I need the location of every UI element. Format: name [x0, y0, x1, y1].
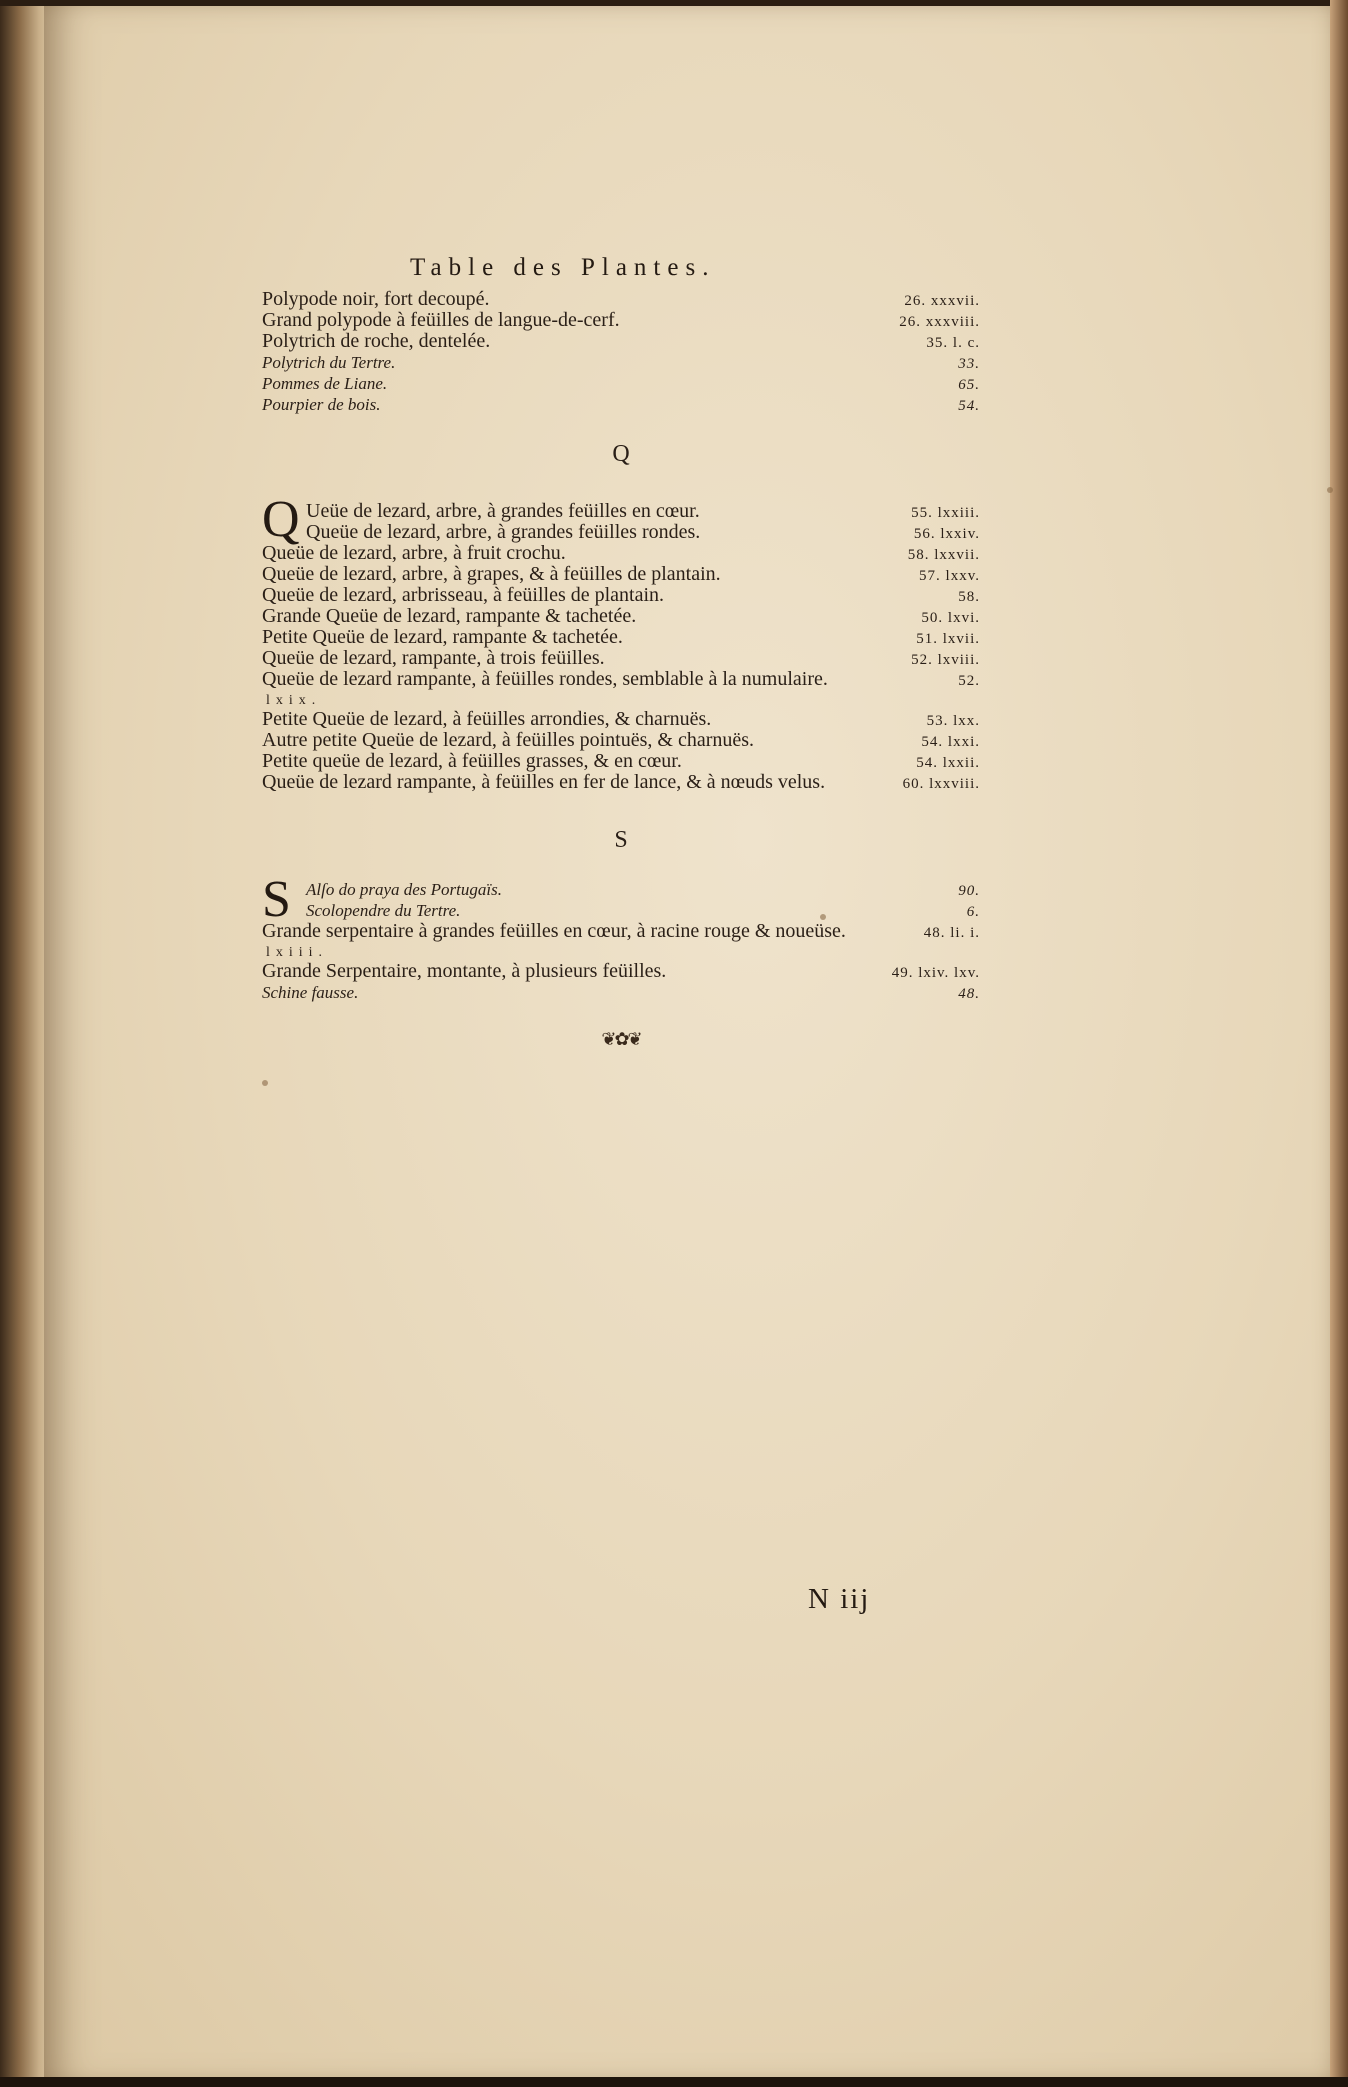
index-entry: [262, 772, 980, 793]
entry-ref: 35. l. c.: [926, 335, 980, 351]
index-entry: [262, 669, 980, 690]
entry-text: Alſo do praya des Portugaïs.: [306, 880, 502, 899]
index-entry: [262, 585, 980, 606]
index-entry: [262, 709, 980, 730]
index-entry: [262, 501, 980, 522]
entry-text: Schine fausse.: [262, 983, 359, 1002]
entry-text: Grand polypode à feüilles de langue-de-cerf.: [262, 309, 620, 331]
entry-text: Petite Queüe de lezard, rampante & tachetée.: [262, 626, 623, 648]
section-heading-s: S: [614, 827, 628, 853]
entry-ref: 57. lxxv.: [919, 568, 980, 584]
entry-text: Grande Queüe de lezard, rampante & tachetée.: [262, 605, 637, 627]
entry-ref: 58. lxxvii.: [907, 547, 980, 563]
index-entry: [262, 394, 980, 415]
entry-ref: 51. lxvii.: [916, 631, 980, 647]
section-heading-q: Q: [612, 441, 630, 467]
page-title: Table des Plantes.: [410, 254, 716, 281]
index-entry: [262, 921, 980, 942]
entry-ref: 49. lxiv. lxv.: [891, 965, 980, 981]
index-entry: [262, 606, 980, 627]
entry-ref: 60. lxxviii.: [902, 776, 980, 792]
entry-text: Petite Queüe de lezard, à feüilles arrondies, & charnuës.: [262, 708, 712, 730]
entry-ref: 58.: [958, 589, 980, 605]
entry-text: Petite queüe de lezard, à feüilles grasses, & en cœur.: [262, 750, 682, 772]
drop-cap-q: Q: [262, 491, 300, 548]
page-bottom-edge: [0, 2077, 1348, 2087]
entry-ref: 26. xxxvii.: [904, 293, 980, 309]
entry-ref: 54.: [958, 398, 980, 414]
index-entry: [262, 289, 980, 310]
entry-ref: 56. lxxiv.: [913, 526, 980, 542]
entry-ref: 52. lxviii.: [911, 652, 980, 668]
entry-text: Queüe de lezard, arbrisseau, à feüilles de plantain.: [262, 584, 665, 606]
entry-text: Scolopendre du Tertre.: [306, 901, 461, 920]
entry-ref: 55. lxxiii.: [911, 505, 980, 521]
entry-ref: 6.: [966, 904, 980, 920]
index-entry: [262, 730, 980, 751]
index-entry: [262, 352, 980, 373]
entry-ref: 54. lxxii.: [916, 755, 980, 771]
entry-text: Queüe de lezard, arbre, à fruit crochu.: [262, 542, 566, 564]
index-entry: [262, 648, 980, 669]
entry-text: Polypode noir, fort decoupé.: [262, 288, 490, 310]
entry-text: Ueüe de lezard, arbre, à grandes feüilles en cœur.: [306, 500, 700, 522]
index-entry: [262, 543, 980, 564]
entry-ref: 26. xxxviii.: [899, 314, 980, 330]
index-entry: [262, 982, 980, 1003]
paper-fleck: [262, 1080, 268, 1086]
entry-text: Polytrich de roche, dentelée.: [262, 330, 491, 352]
entry-ref: 53. lxx.: [926, 713, 980, 729]
entry-ref: 48. li. i.: [923, 925, 980, 941]
entry-text: Queüe de lezard rampante, à feüilles rondes, semblable à la numulaire.: [262, 668, 828, 690]
entry-text: Polytrich du Tertre.: [262, 353, 396, 372]
entry-text: Pourpier de bois.: [262, 395, 381, 414]
entry-ref: 33.: [958, 356, 980, 372]
index-entry: [262, 751, 980, 772]
index-entry: [262, 961, 980, 982]
entry-text: Queüe de lezard, rampante, à trois feüilles.: [262, 647, 605, 669]
entry-text: Queüe de lezard rampante, à feüilles en fer de lance, & à nœuds velus.: [262, 771, 826, 793]
signature-mark: N iij: [808, 1583, 871, 1615]
entry-continuation: lxix.: [266, 693, 322, 708]
entry-continuation: lxiii.: [266, 945, 329, 960]
entry-text: Queüe de lezard, arbre, à grapes, & à feüilles de plantain.: [262, 563, 721, 585]
index-entry: [262, 564, 980, 585]
index-entry: [262, 522, 980, 543]
index-entry: [262, 627, 980, 648]
fleuron-ornament: ❦✿❦: [601, 1029, 641, 1049]
entry-ref: 48.: [958, 986, 980, 1002]
paper-fleck: [1327, 487, 1333, 493]
entry-text: Queüe de lezard, arbre, à grandes feüilles rondes.: [306, 521, 701, 543]
index-entry: [262, 373, 980, 394]
index-entry: [262, 900, 980, 921]
entry-text: Pommes de Liane.: [262, 374, 388, 393]
entry-ref: 65.: [958, 377, 980, 393]
index-entry: [262, 331, 980, 352]
entry-ref: 50. lxvi.: [921, 610, 980, 626]
entry-text: Autre petite Queüe de lezard, à feüilles pointuës, & charnuës.: [262, 729, 755, 751]
page-right-edge: [1330, 0, 1348, 2087]
entry-text: Grande serpentaire à grandes feüilles en cœur, à racine rouge & noueüse.: [262, 920, 846, 942]
drop-cap-s: S: [262, 871, 291, 928]
entry-ref: 90.: [958, 883, 980, 899]
entry-ref: 52.: [958, 673, 980, 689]
entry-text: Grande Serpentaire, montante, à plusieurs feüilles.: [262, 960, 667, 982]
index-entry: [262, 879, 980, 900]
index-content: [262, 254, 980, 1050]
index-entry: [262, 310, 980, 331]
entry-ref: 54. lxxi.: [921, 734, 980, 750]
